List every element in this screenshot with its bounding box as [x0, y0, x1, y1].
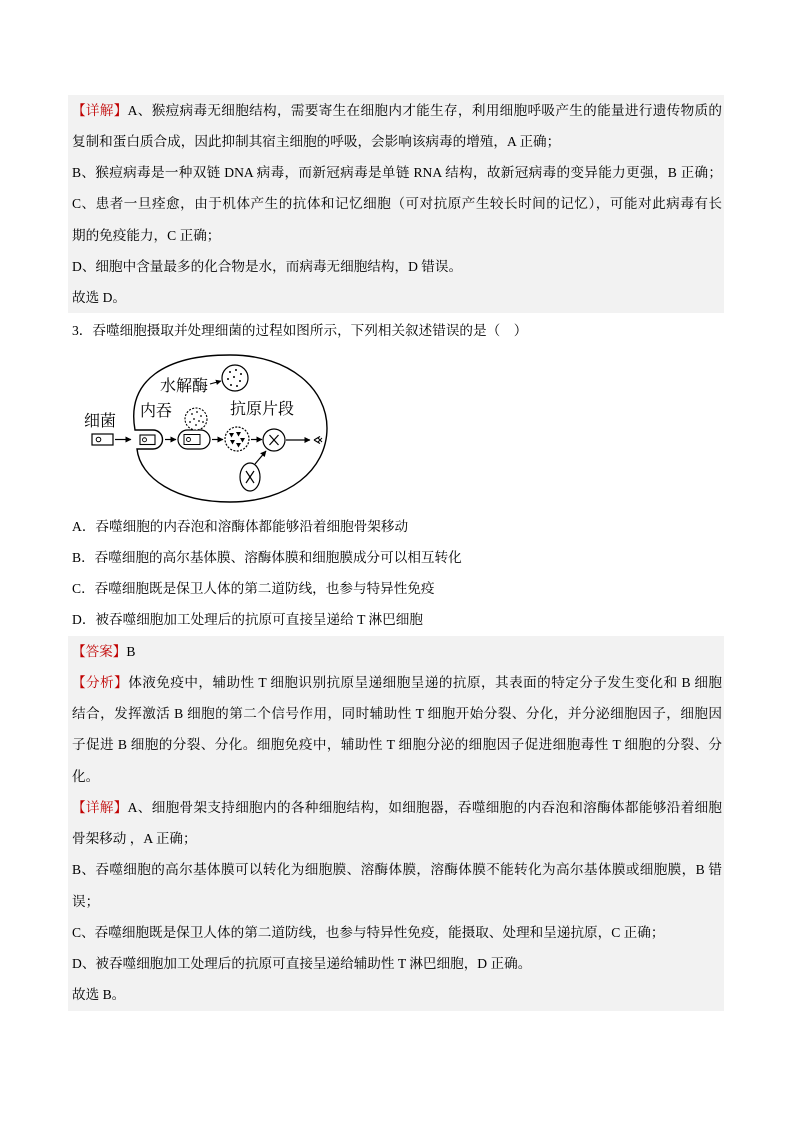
line-text: 故选 B。 [72, 987, 126, 1003]
line-text: D、细胞中含量最多的化合物是水，而病毒无细胞结构，D 错误。 [72, 258, 463, 274]
conclusion-line [72, 979, 722, 1010]
answer-options [72, 511, 722, 636]
solution-line [72, 220, 722, 251]
antigen-fragment-vesicle [225, 427, 249, 451]
line-text: C、患者一旦痊愈，由于机体产生的抗体和记忆细胞（可对抗原产生较长时间的记忆），可能对此病毒有长 [72, 196, 722, 212]
answer-line [72, 636, 722, 667]
line-text: A、细胞骨架支持细胞内的各种细胞结构，如细胞器，吞噬细胞的内吞泡和溶酶体都能够沿着细胞 [127, 799, 722, 815]
detail-line [72, 792, 722, 823]
line-text: D、被吞噬细胞加工处理后的抗原可直接呈递给辅助性 T 淋巴细胞，D 正确。 [72, 956, 532, 971]
bacterium-in-pocket [140, 435, 155, 445]
line-text: 故选 D。 [72, 290, 126, 305]
solution-line [72, 126, 722, 157]
arrow-vesicle-up [255, 451, 266, 464]
solution-line [72, 157, 722, 188]
detail-line [72, 854, 722, 885]
analysis-line [72, 667, 722, 698]
antigen-complex-vesicle [263, 429, 285, 451]
bacterium-outside [92, 434, 113, 445]
label-hydrolase: 水解酶 [160, 378, 209, 395]
option-d: D．被吞噬细胞加工处理后的抗原可直接呈递给 T 淋巴细胞 [72, 612, 423, 628]
line-text: 子促进 B 细胞的分裂、分化。细胞免疫中，辅助性 T 细胞分泌的细胞因子促进细胞毒性 T 细胞的分裂、分 [72, 737, 722, 753]
answer-tag: 【答案】 [72, 643, 127, 659]
answer-value: B [126, 643, 136, 659]
line-text: 骨架移动 ，A 正确； [72, 831, 197, 846]
detail-line [72, 823, 722, 854]
question-stem [72, 315, 722, 346]
line-text: 期的免疫能力，C 正确； [72, 227, 221, 243]
line-text: A、猴痘病毒无细胞结构，需要寄生在细胞内才能生存，利用细胞呼吸产生的能量进行遗传物质的 [127, 102, 722, 118]
line-text: C、吞噬细胞既是保卫人体的第二道防线，也参与特异性免疫，能摄取、处理和呈递抗原，C 正确； [72, 924, 665, 940]
line-text: 误； [72, 893, 100, 909]
endocytic-vesicle [178, 430, 210, 449]
presented-antigen [314, 437, 322, 444]
line-text: 体液免疫中，辅助性 T 细胞识别抗原呈递细胞呈递的抗原，其表面的特定分子发生变化和 B 细胞 [128, 674, 722, 690]
fusing-lysosome [185, 408, 207, 430]
solution-line [72, 251, 722, 282]
line-text: 结合，发挥激活 B 细胞的第二个信号作用，同时辅助性 T 细胞开始分裂、分化，并分泌细胞因子，细胞因 [72, 706, 722, 721]
detail-line [72, 917, 722, 948]
analysis-line [72, 729, 722, 760]
line-text: B、猴痘病毒是一种双链 DNA 病毒，而新冠病毒是单链 RNA 结构，故新冠病毒的变异能力更强，B 正确； [72, 165, 722, 180]
line-text: 复制和蛋白质合成，因此抑制其宿主细胞的呼吸，会影响该病毒的增殖，A 正确； [72, 133, 561, 149]
detail-line [72, 886, 722, 917]
line-text: 化。 [72, 768, 100, 784]
option-c: C．吞噬细胞既是保卫人体的第二道防线，也参与特异性免疫 [72, 581, 435, 596]
label-antigen-fragment: 抗原片段 [230, 401, 295, 418]
molecule-vesicle [240, 463, 260, 491]
option-a: A．吞噬细胞的内吞泡和溶酶体都能够沿着细胞骨架移动 [72, 518, 409, 534]
detail-tag: 【详解】 [72, 102, 128, 118]
arrow-hydrolase [210, 381, 221, 384]
solution-block [68, 636, 724, 1011]
lysosome [222, 365, 248, 391]
line-text: B、吞噬细胞的高尔基体膜可以转化为细胞膜、溶酶体膜，溶酶体膜不能转化为高尔基体膜或细胞膜，B 错 [72, 862, 722, 878]
analysis-line [72, 761, 722, 792]
label-bacteria: 细菌 [84, 413, 117, 430]
detail-tag: 【详解】 [72, 799, 128, 815]
label-endocytosis: 内吞 [140, 403, 173, 420]
analysis-tag: 【分析】 [72, 674, 129, 690]
analysis-line [72, 698, 722, 729]
option-b: B．吞噬细胞的高尔基体膜、溶酶体膜和细胞膜成分可以相互转化 [72, 549, 462, 565]
detail-line [72, 948, 722, 979]
solution-line [72, 188, 722, 219]
question-stem-text: 3．吞噬细胞摄取并处理细菌的过程如图所示，下列相关叙述错误的是（ ） [72, 322, 528, 338]
solution-line [72, 282, 722, 313]
previous-solution-block [68, 95, 724, 314]
solution-line [72, 95, 722, 126]
phagocytosis-diagram [76, 350, 338, 508]
